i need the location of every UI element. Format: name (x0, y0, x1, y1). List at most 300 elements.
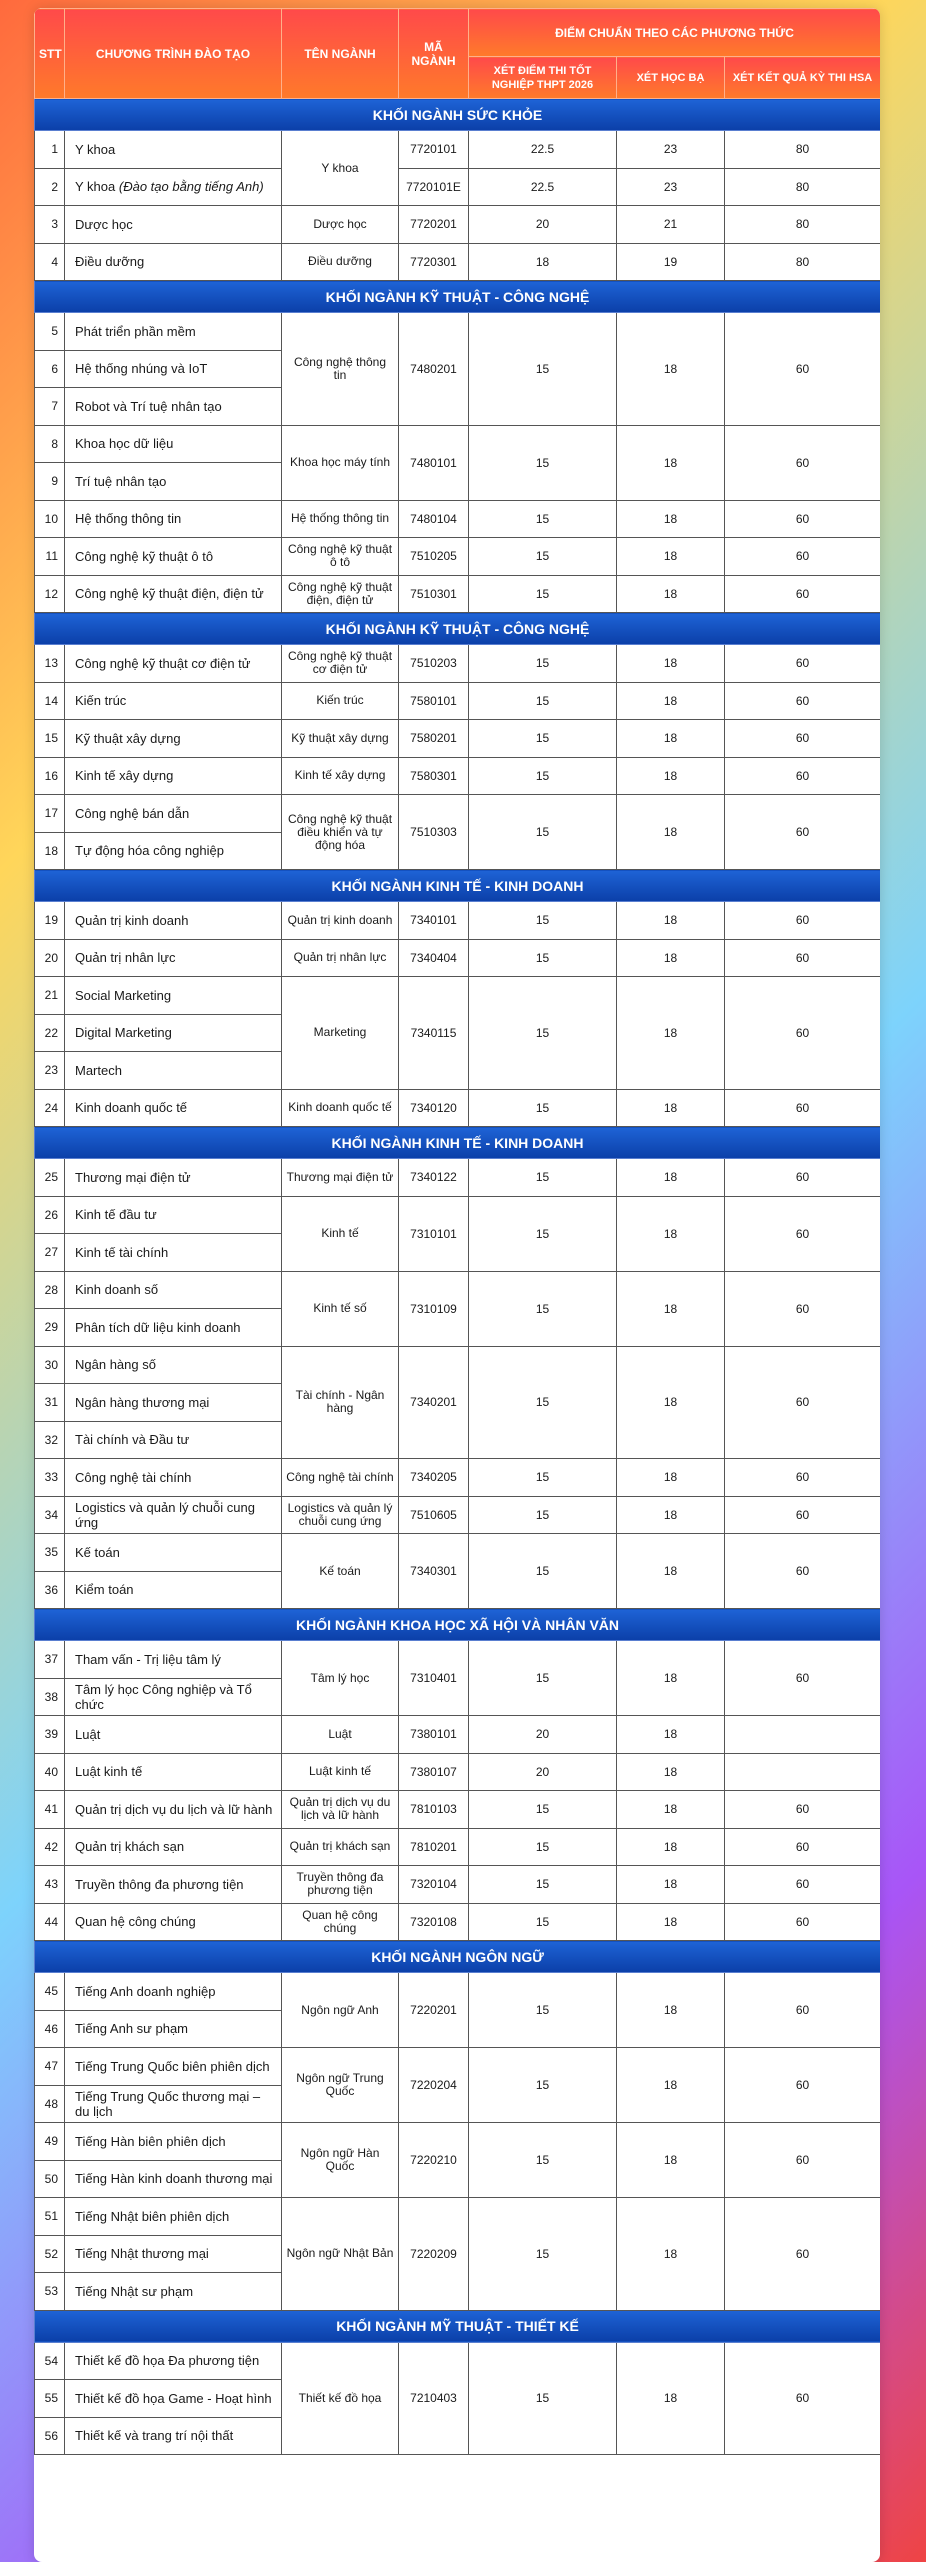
program-name: Luật (75, 1726, 101, 1742)
row-code: 7580201 (399, 720, 469, 758)
table-row (35, 1496, 881, 1534)
row-program (65, 243, 282, 281)
row-program (65, 168, 282, 206)
row-stt: 17 (35, 795, 65, 833)
program-name: Tự động hóa công nghiệp (75, 843, 224, 859)
row-code: 7340115 (399, 977, 469, 1090)
admission-score-table (34, 8, 880, 2455)
score-hsa: 60 (725, 313, 881, 426)
header-program: CHƯƠNG TRÌNH ĐÀO TẠO (65, 9, 282, 99)
row-stt: 16 (35, 757, 65, 795)
row-stt: 41 (35, 1791, 65, 1829)
section-title: KHỐI NGÀNH KHOA HỌC XÃ HỘI VÀ NHÂN VĂN (35, 1609, 881, 1641)
row-stt: 36 (35, 1571, 65, 1609)
row-major: Dược học (282, 206, 399, 244)
row-stt: 18 (35, 832, 65, 870)
program-name: Trí tuệ nhân tạo (75, 473, 167, 489)
score-hsa: 60 (725, 2048, 881, 2123)
table-row (35, 939, 881, 977)
score-hsa: 60 (725, 2123, 881, 2198)
program-name: Truyền thông đa phương tiện (75, 1876, 244, 1892)
score-hocba: 18 (617, 1791, 725, 1829)
table-row (35, 1159, 881, 1197)
row-major: Tâm lý học (282, 1641, 399, 1716)
row-program (65, 720, 282, 758)
row-program (65, 1421, 282, 1459)
row-program (65, 425, 282, 463)
score-thpt: 15 (469, 757, 617, 795)
row-code: 7340404 (399, 939, 469, 977)
section-header-row (35, 281, 881, 313)
program-name: Công nghệ bán dẫn (75, 805, 190, 821)
program-name: Tiếng Anh sư phạm (75, 2021, 189, 2037)
header-stt: STT (35, 9, 65, 99)
row-stt: 38 (35, 1678, 65, 1716)
row-program (65, 902, 282, 940)
row-major: Thương mại điện tử (282, 1159, 399, 1197)
row-program (65, 2273, 282, 2311)
row-major: Truyền thông đa phương tiện (282, 1866, 399, 1904)
row-major: Kinh tế số (282, 1271, 399, 1346)
program-name: Thiết kế đồ họa Đa phương tiện (75, 2353, 260, 2369)
score-hsa: 60 (725, 575, 881, 613)
program-name: Social Marketing (75, 987, 172, 1003)
row-program (65, 1534, 282, 1572)
program-name: Công nghệ tài chính (75, 1469, 192, 1485)
section-header-row (35, 613, 881, 645)
row-major: Điều dưỡng (282, 243, 399, 281)
row-program (65, 1678, 282, 1716)
row-major: Kế toán (282, 1534, 399, 1609)
program-name: Kiểm toán (75, 1582, 134, 1598)
section-header-row (35, 1127, 881, 1159)
score-thpt: 15 (469, 1791, 617, 1829)
row-major: Công nghệ kỹ thuật cơ điện tử (282, 645, 399, 683)
row-major: Thiết kế đồ họa (282, 2342, 399, 2455)
table-row (35, 425, 881, 463)
header-methods-title: ĐIỂM CHUẨN THEO CÁC PHƯƠNG THỨC (469, 9, 881, 57)
table-row (35, 2123, 881, 2161)
row-program (65, 2048, 282, 2086)
row-program (65, 2085, 282, 2123)
program-name: Kỹ thuật xây dựng (75, 730, 181, 746)
row-code: 7720201 (399, 206, 469, 244)
row-stt: 55 (35, 2380, 65, 2418)
score-thpt: 15 (469, 1973, 617, 2048)
row-stt: 29 (35, 1309, 65, 1347)
row-stt: 11 (35, 538, 65, 576)
row-program (65, 1384, 282, 1422)
row-stt: 46 (35, 2010, 65, 2048)
row-code: 7320104 (399, 1866, 469, 1904)
row-major: Công nghệ kỹ thuật ô tô (282, 538, 399, 576)
program-name: Công nghệ kỹ thuật ô tô (75, 548, 214, 564)
score-hsa: 60 (725, 1459, 881, 1497)
score-hsa: 80 (725, 243, 881, 281)
section-title: KHỐI NGÀNH NGÔN NGỮ (35, 1941, 881, 1973)
score-thpt: 15 (469, 1866, 617, 1904)
score-hocba: 23 (617, 168, 725, 206)
row-program (65, 1234, 282, 1272)
row-program (65, 1828, 282, 1866)
score-hsa: 60 (725, 682, 881, 720)
row-code: 7340205 (399, 1459, 469, 1497)
header-major: TÊN NGÀNH (282, 9, 399, 99)
program-name: Thương mại điện tử (75, 1169, 191, 1185)
program-name: Quản trị kinh doanh (75, 912, 189, 928)
score-hocba: 18 (617, 538, 725, 576)
header-code: MÃ NGÀNH (399, 9, 469, 99)
row-code: 7580101 (399, 682, 469, 720)
row-stt: 3 (35, 206, 65, 244)
row-major: Công nghệ tài chính (282, 1459, 399, 1497)
row-stt: 51 (35, 2198, 65, 2236)
row-major: Công nghệ kỹ thuật điện, điện tử (282, 575, 399, 613)
section-header-row (35, 870, 881, 902)
row-code: 7310101 (399, 1196, 469, 1271)
score-hocba: 18 (617, 1534, 725, 1609)
row-stt: 25 (35, 1159, 65, 1197)
table-row (35, 1459, 881, 1497)
score-thpt: 15 (469, 425, 617, 500)
row-program (65, 682, 282, 720)
table-row (35, 2048, 881, 2086)
program-name: Công nghệ kỹ thuật điện, điện tử (75, 586, 264, 602)
row-program (65, 1052, 282, 1090)
program-name: Khoa học dữ liệu (75, 436, 174, 452)
row-code: 7480101 (399, 425, 469, 500)
row-stt: 19 (35, 902, 65, 940)
row-stt: 1 (35, 131, 65, 169)
row-stt: 48 (35, 2085, 65, 2123)
program-name: Thiết kế và trang trí nội thất (75, 2428, 234, 2444)
row-program (65, 645, 282, 683)
row-stt: 39 (35, 1716, 65, 1754)
row-program (65, 1791, 282, 1829)
score-hsa: 60 (725, 720, 881, 758)
score-hsa: 60 (725, 1828, 881, 1866)
score-thpt: 15 (469, 939, 617, 977)
program-name: Phân tích dữ liệu kinh doanh (75, 1319, 241, 1335)
score-hocba: 18 (617, 720, 725, 758)
table-row (35, 682, 881, 720)
row-program (65, 206, 282, 244)
admission-score-sheet (34, 8, 880, 2562)
table-row (35, 1196, 881, 1234)
score-thpt: 20 (469, 1753, 617, 1791)
row-program (65, 1196, 282, 1234)
row-stt: 50 (35, 2160, 65, 2198)
row-program (65, 1641, 282, 1679)
score-thpt: 20 (469, 1716, 617, 1754)
score-hocba: 18 (617, 2048, 725, 2123)
row-program (65, 1753, 282, 1791)
score-hsa: 80 (725, 131, 881, 169)
program-name: Tham vấn - Trị liệu tâm lý (75, 1651, 221, 1667)
row-program (65, 1089, 282, 1127)
score-hsa: 80 (725, 168, 881, 206)
row-program (65, 2417, 282, 2455)
row-stt: 8 (35, 425, 65, 463)
section-title: KHỐI NGÀNH KỸ THUẬT - CÔNG NGHỆ (35, 281, 881, 313)
row-code: 7340301 (399, 1534, 469, 1609)
score-hocba: 18 (617, 1271, 725, 1346)
score-thpt: 15 (469, 2123, 617, 2198)
program-name: Robot và Trí tuệ nhân tạo (75, 398, 222, 414)
score-thpt: 15 (469, 1346, 617, 1459)
table-row (35, 2342, 881, 2380)
score-hsa: 60 (725, 1496, 881, 1534)
row-stt: 31 (35, 1384, 65, 1422)
row-major: Kiến trúc (282, 682, 399, 720)
table-row (35, 902, 881, 940)
row-major: Ngôn ngữ Hàn Quốc (282, 2123, 399, 2198)
table-row (35, 243, 881, 281)
program-name: Martech (75, 1062, 122, 1078)
score-thpt: 18 (469, 243, 617, 281)
row-stt: 4 (35, 243, 65, 281)
row-program (65, 1014, 282, 1052)
row-program (65, 1309, 282, 1347)
row-program (65, 2380, 282, 2418)
row-major: Marketing (282, 977, 399, 1090)
score-hocba: 18 (617, 1641, 725, 1716)
row-major: Kinh tế (282, 1196, 399, 1271)
row-major: Khoa học máy tính (282, 425, 399, 500)
section-header-row (35, 2310, 881, 2342)
row-stt: 43 (35, 1866, 65, 1904)
row-stt: 24 (35, 1089, 65, 1127)
row-stt: 13 (35, 645, 65, 683)
section-header-row (35, 1941, 881, 1973)
program-name: Thiết kế đồ họa Game - Hoạt hình (75, 2390, 272, 2406)
score-hocba: 18 (617, 1459, 725, 1497)
score-thpt: 15 (469, 795, 617, 870)
header-method-thpt: XÉT ĐIỂM THI TỐT NGHIỆP THPT 2026 (469, 57, 617, 99)
row-stt: 32 (35, 1421, 65, 1459)
program-name: Kinh tế tài chính (75, 1244, 169, 1260)
table-body (35, 99, 881, 2455)
row-stt: 5 (35, 313, 65, 351)
program-name: Tiếng Anh doanh nghiệp (75, 1983, 216, 1999)
row-stt: 45 (35, 1973, 65, 2011)
row-code: 7510203 (399, 645, 469, 683)
score-hocba: 18 (617, 902, 725, 940)
table-row (35, 1903, 881, 1941)
table-row (35, 313, 881, 351)
row-stt: 53 (35, 2273, 65, 2311)
row-code: 7310401 (399, 1641, 469, 1716)
score-hocba: 18 (617, 1716, 725, 1754)
program-name: Tiếng Hàn kinh doanh thương mại (75, 2171, 273, 2187)
score-thpt: 15 (469, 1903, 617, 1941)
program-name: Tiếng Hàn biên phiên dịch (75, 2133, 226, 2149)
program-note: (Đào tạo bằng tiếng Anh) (118, 179, 264, 195)
score-hsa: 60 (725, 977, 881, 1090)
row-program (65, 2198, 282, 2236)
score-hocba: 19 (617, 243, 725, 281)
score-thpt: 15 (469, 2342, 617, 2455)
score-hocba: 18 (617, 1089, 725, 1127)
row-major: Logistics và quản lý chuỗi cung ứng (282, 1496, 399, 1534)
row-program (65, 1271, 282, 1309)
table-row (35, 1866, 881, 1904)
row-program (65, 2160, 282, 2198)
row-program (65, 1459, 282, 1497)
score-thpt: 15 (469, 575, 617, 613)
row-program (65, 350, 282, 388)
row-program (65, 388, 282, 426)
score-thpt: 15 (469, 1828, 617, 1866)
score-hsa: 60 (725, 2198, 881, 2311)
table-row (35, 500, 881, 538)
score-thpt: 15 (469, 1271, 617, 1346)
score-hocba: 18 (617, 645, 725, 683)
program-name: Hệ thống thông tin (75, 511, 182, 527)
header-method-hsa: XÉT KẾT QUẢ KỲ THI HSA (725, 57, 881, 99)
row-program (65, 463, 282, 501)
row-stt: 10 (35, 500, 65, 538)
row-major: Y khoa (282, 131, 399, 206)
row-major: Kinh tế xây dựng (282, 757, 399, 795)
row-program (65, 2342, 282, 2380)
score-hocba: 18 (617, 757, 725, 795)
score-thpt: 15 (469, 500, 617, 538)
row-major: Tài chính - Ngân hàng (282, 1346, 399, 1459)
section-title: KHỐI NGÀNH KINH TẾ - KINH DOANH (35, 1127, 881, 1159)
score-hsa: 60 (725, 1346, 881, 1459)
row-code: 7510205 (399, 538, 469, 576)
row-major: Kinh doanh quốc tế (282, 1089, 399, 1127)
table-row (35, 720, 881, 758)
row-stt: 40 (35, 1753, 65, 1791)
section-title: KHỐI NGÀNH KỸ THUẬT - CÔNG NGHỆ (35, 613, 881, 645)
row-code: 7320108 (399, 1903, 469, 1941)
score-thpt: 15 (469, 1641, 617, 1716)
table-row (35, 206, 881, 244)
score-hocba: 18 (617, 2123, 725, 2198)
score-hocba: 18 (617, 1496, 725, 1534)
score-hsa: 60 (725, 939, 881, 977)
score-hsa: 60 (725, 1089, 881, 1127)
score-thpt: 15 (469, 720, 617, 758)
score-hsa: 60 (725, 1973, 881, 2048)
row-code: 7340122 (399, 1159, 469, 1197)
row-code: 7510605 (399, 1496, 469, 1534)
row-stt: 54 (35, 2342, 65, 2380)
score-hsa: 60 (725, 1534, 881, 1609)
score-hsa: 60 (725, 2342, 881, 2455)
score-thpt: 15 (469, 1496, 617, 1534)
row-major: Ngôn ngữ Nhật Bản (282, 2198, 399, 2311)
program-name: Kinh tế đầu tư (75, 1207, 157, 1223)
row-program (65, 977, 282, 1015)
program-name: Tâm lý học Công nghiệp và Tổ chức (75, 1681, 252, 1712)
score-hocba: 18 (617, 1346, 725, 1459)
row-stt: 15 (35, 720, 65, 758)
row-code: 7510301 (399, 575, 469, 613)
row-program (65, 832, 282, 870)
table-row (35, 1716, 881, 1754)
score-thpt: 22.5 (469, 168, 617, 206)
row-stt: 7 (35, 388, 65, 426)
row-major: Hệ thống thông tin (282, 500, 399, 538)
row-program (65, 1903, 282, 1941)
program-name: Phát triển phần mềm (75, 323, 196, 339)
row-code: 7380107 (399, 1753, 469, 1791)
row-code: 7220209 (399, 2198, 469, 2311)
row-major: Quản trị nhân lực (282, 939, 399, 977)
row-program (65, 1159, 282, 1197)
score-hsa: 80 (725, 206, 881, 244)
score-hsa (725, 1753, 881, 1791)
table-header (35, 9, 881, 99)
row-program (65, 1973, 282, 2011)
score-hsa: 60 (725, 757, 881, 795)
row-stt: 56 (35, 2417, 65, 2455)
row-major: Công nghệ kỹ thuật điều khiển và tự động hóa (282, 795, 399, 870)
row-stt: 6 (35, 350, 65, 388)
program-name: Quản trị dịch vụ du lịch và lữ hành (75, 1801, 273, 1817)
row-code: 7210403 (399, 2342, 469, 2455)
row-stt: 34 (35, 1496, 65, 1534)
score-thpt: 15 (469, 2198, 617, 2311)
score-thpt: 15 (469, 977, 617, 1090)
row-stt: 30 (35, 1346, 65, 1384)
row-code: 7310109 (399, 1271, 469, 1346)
table-row (35, 131, 881, 169)
score-hsa: 60 (725, 1159, 881, 1197)
program-name: Kiến trúc (75, 693, 127, 709)
row-stt: 28 (35, 1271, 65, 1309)
program-name: Tiếng Trung Quốc thương mại – du lịch (75, 2088, 261, 2119)
score-hocba: 18 (617, 977, 725, 1090)
score-thpt: 15 (469, 1089, 617, 1127)
score-hocba: 18 (617, 1753, 725, 1791)
table-row (35, 575, 881, 613)
row-stt: 20 (35, 939, 65, 977)
row-code: 7580301 (399, 757, 469, 795)
row-program (65, 2123, 282, 2161)
row-major: Kỹ thuật xây dựng (282, 720, 399, 758)
score-hocba: 18 (617, 682, 725, 720)
row-stt: 35 (35, 1534, 65, 1572)
score-thpt: 22.5 (469, 131, 617, 169)
row-stt: 47 (35, 2048, 65, 2086)
row-stt: 21 (35, 977, 65, 1015)
program-name: Logistics và quản lý chuỗi cung ứng (75, 1499, 255, 1530)
score-hsa (725, 1716, 881, 1754)
row-program (65, 1346, 282, 1384)
program-name: Hệ thống nhúng và IoT (75, 361, 208, 377)
row-program (65, 757, 282, 795)
row-stt: 49 (35, 2123, 65, 2161)
row-program (65, 131, 282, 169)
program-name: Tài chính và Đầu tư (75, 1432, 190, 1448)
score-hocba: 21 (617, 206, 725, 244)
row-program (65, 1866, 282, 1904)
row-code: 7510303 (399, 795, 469, 870)
score-thpt: 15 (469, 313, 617, 426)
program-name: Tiếng Trung Quốc biên phiên dịch (75, 2058, 270, 2074)
score-thpt: 15 (469, 1159, 617, 1197)
program-name: Công nghệ kỹ thuật cơ điện tử (75, 655, 251, 671)
row-program (65, 2010, 282, 2048)
row-major: Quản trị dịch vụ du lịch và lữ hành (282, 1791, 399, 1829)
score-thpt: 15 (469, 2048, 617, 2123)
row-major: Quan hệ công chúng (282, 1903, 399, 1941)
row-major: Công nghệ thông tin (282, 313, 399, 426)
